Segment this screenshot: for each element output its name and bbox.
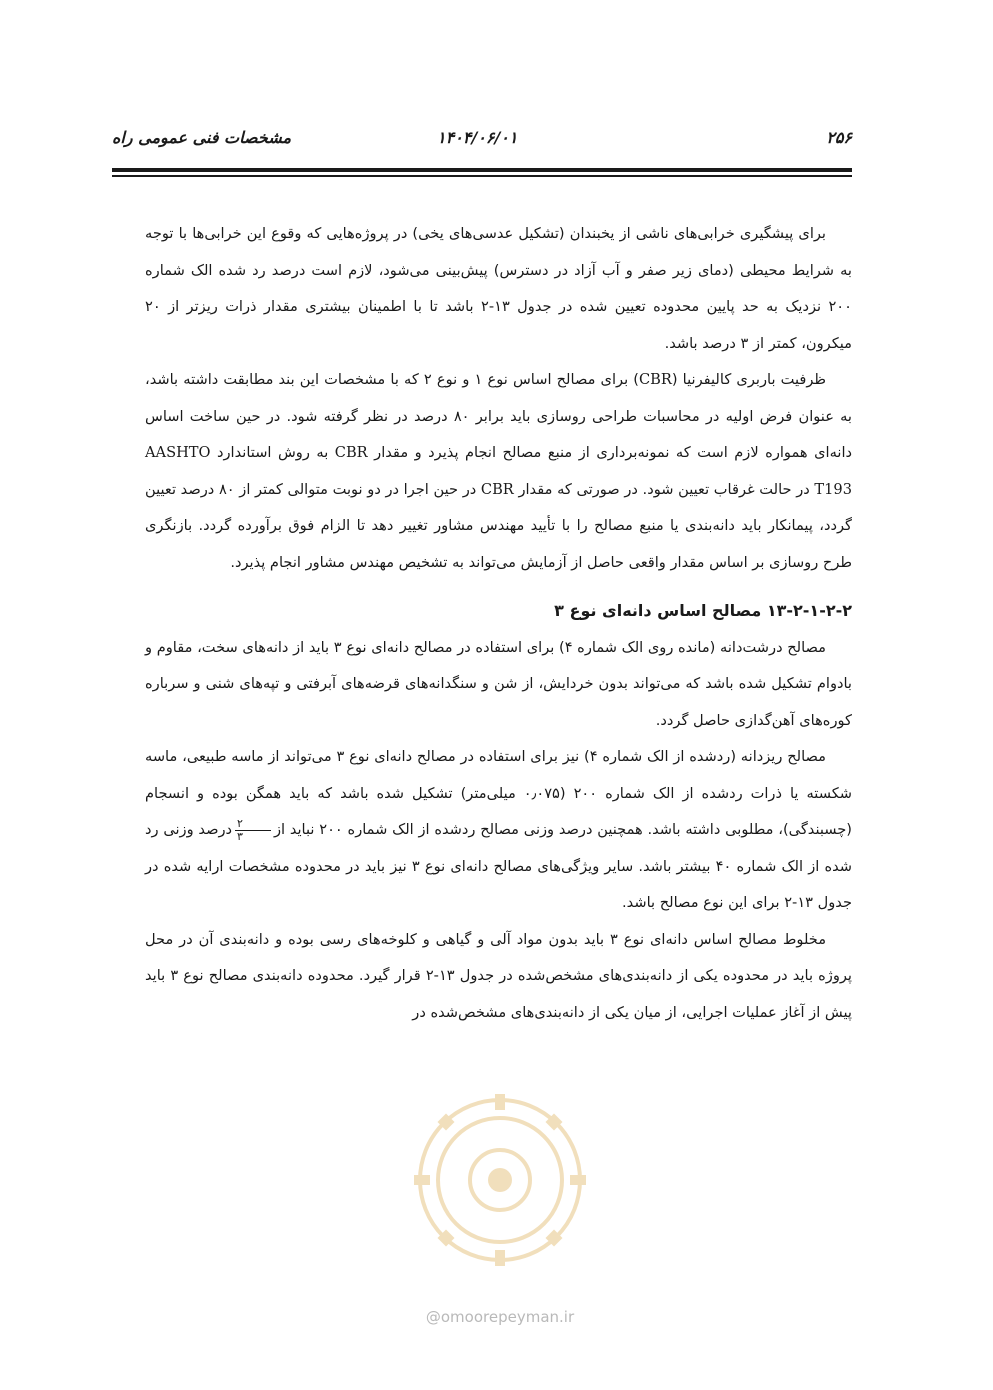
paragraph-frost-prevention xyxy=(145,216,852,362)
paragraph-text: به روش استاندارد xyxy=(210,444,335,461)
page-body xyxy=(145,216,852,1031)
fraction-denominator: ۳ xyxy=(237,829,243,843)
standard-code: AASHTO T193 xyxy=(145,444,852,498)
paragraph-text: مصالح ریزدانه (ردشده از الک شماره ۴) نیز برای استفاده در مصالح دانه‌ای نوع ۳ می‌تواند از ماسه طبیعی، ماسه شکسته یا ذرات ردشده از الک شماره ۲۰۰ (۰٫۰۷۵ میلی‌متر) تشکیل شده باشد که باید همگن بوده و انسجام (چسبندگی)، مطلوبی داشته باشد. همچنین درصد وزنی مصالح ردشده از الک شماره ۲۰۰ نباید از xyxy=(145,748,853,838)
cbr-term: CBR xyxy=(638,371,672,388)
paragraph-mixture xyxy=(145,922,852,1032)
paragraph-text: ظرفیت باربری کالیفرنیا ( xyxy=(671,371,827,388)
gear-seal-icon xyxy=(410,1080,590,1280)
fraction-numerator: ۲ xyxy=(235,818,271,831)
paragraph-text: در حالت غرقاب تعیین شود. در صورتی که مقدار xyxy=(513,480,815,498)
paragraph-text: درصد وزنی رد شده از الک شماره ۴۰ بیشتر باشد. سایر ویژگی‌های مصالح دانه‌ای نوع ۳ نیز باید در محدوده مشخصات ارایه شده در جدول ۱۳-۲ برای این نوع مصالح باشد. xyxy=(145,821,853,911)
paragraph-text: مصالح درشت‌دانه (مانده روی الک شماره ۴) برای استفاده در مصالح دانه‌ای نوع ۳ باید از دانه‌های سخت، مقاوم و بادوام تشکیل شده باشد که می‌تواند بدون خردایش، از شن و سنگدانه‌های قرضه‌های آبرفتی و تپه‌های شنی و سرباره کوره‌های آهن‌گدازی حاصل گردد. xyxy=(145,638,852,729)
cbr-term: CBR xyxy=(480,480,514,498)
paragraph-text: برای پیشگیری خرابی‌های ناشی از یخبندان (تشکیل عدسی‌های یخی) در پروژه‌هایی که وقوع این خرابی‌ها با توجه به شرایط محیطی (دمای زیر صفر و آب آزاد در دسترس) پیش‌بینی می‌شود، لازم است درصد رد شده الک شماره ۲۰۰ نزدیک به حد پایین محدوده تعیین شده در جدول ۱۳-۲ باشد تا با اطمینان بیشتری مقدار ذرات ریزتر از ۲۰ میکرون، کمتر از ۳ درصد باشد. xyxy=(145,225,852,352)
fraction-two-thirds xyxy=(235,818,271,843)
paragraph-coarse-aggregate xyxy=(145,630,852,740)
paragraph-text: ) برای مصالح اساس نوع ۱ و نوع ۲ که با مشخصات این بند مطابقت داشته باشد، به عنوان فرض اولیه در محاسبات طراحی روسازی باید برابر ۸۰ درصد در نظر گرفته شود. در حین ساخت اساس دانه‌ای همواره لازم است که نمونه‌برداری از منبع مصالح انجام پذیرد و مقدار xyxy=(145,371,853,461)
watermark-url: @omoorepeyman.ir xyxy=(425,1308,575,1326)
header-rule-thick xyxy=(112,168,852,172)
page-header xyxy=(112,128,852,158)
page-number: ۲۵۶ xyxy=(826,128,852,147)
header-date: ۱۴۰۴/۰۶/۰۱ xyxy=(437,128,518,147)
paragraph-cbr xyxy=(145,362,852,581)
cbr-term: CBR xyxy=(334,444,368,461)
section-heading: ۱۳-۲-۱-۲-۲ مصالح اساس دانه‌ای نوع ۳ xyxy=(554,601,852,620)
paragraph-text: در حین اجرا در دو نوبت متوالی کمتر از ۸۰ درصد تعیین گردد، پیمانکار باید دانه‌بندی یا منبع مصالح را با تأیید مهندس مشاور تغییر دهد تا الزام فوق برآورده گردد. بازنگری طرح روسازی بر اساس مقدار واقعی حاصل از آزمایش می‌تواند به تشخیص مهندس مشاور انجام پذیرد. xyxy=(145,480,852,571)
document-title: مشخصات فنی عمومی راه xyxy=(112,128,292,147)
header-rule-thin xyxy=(112,175,852,177)
paragraph-text: مخلوط مصالح اساس دانه‌ای نوع ۳ باید بدون مواد آلی و گیاهی و کلوخه‌های رسی بوده و دانه‌بندی آن در محل پروژه باید در محدوده یکی از دانه‌بندی‌های مشخص‌شده در جدول ۱۳-۲ قرار گیرد. محدوده دانه‌بندی مصالح نوع ۳ باید پیش از آغاز عملیات اجرایی، از میان یکی از دانه‌بندی‌های مشخص‌شده در xyxy=(145,930,852,1021)
paragraph-fine-aggregate xyxy=(145,739,852,922)
